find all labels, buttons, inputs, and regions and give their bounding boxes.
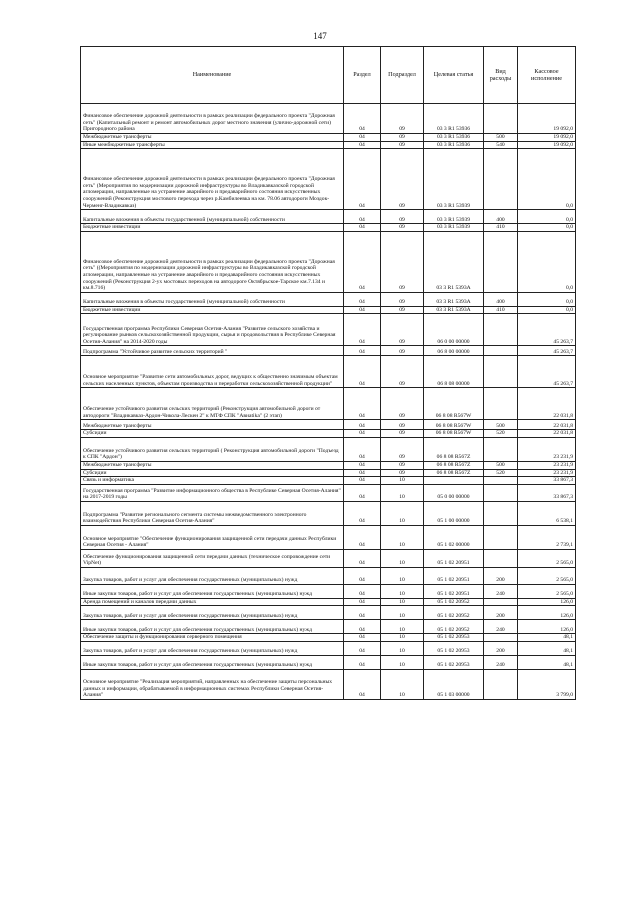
- row-subsection: 09: [381, 231, 424, 292]
- row-expense-type: [484, 484, 518, 501]
- row-section: 04: [344, 437, 381, 461]
- row-expense-type: [484, 437, 518, 461]
- row-subsection: 09: [381, 149, 424, 210]
- row-name: Основное мероприятие "Развитие сети автомобильных дорог, ведущих к общественно значимым объектам сельских населенных пунктов, объектам производства и переработки сельскохозяйственной продукции": [81, 356, 344, 388]
- table-row: [81, 641, 576, 655]
- row-name: Связь и информатика: [81, 477, 344, 485]
- row-amount: 2 739,1: [518, 525, 576, 549]
- page-number: 147: [313, 31, 327, 41]
- row-subsection: 10: [381, 634, 424, 642]
- row-section: 04: [344, 567, 381, 584]
- row-subsection: 09: [381, 461, 424, 469]
- row-name: Аренда помещений и каналов передачи данных: [81, 598, 344, 606]
- table-row: [81, 356, 576, 388]
- table-row: [81, 501, 576, 525]
- row-amount: 2 565,0: [518, 549, 576, 567]
- row-section: 04: [344, 655, 381, 669]
- row-subsection: 09: [381, 388, 424, 420]
- row-section: 04: [344, 620, 381, 634]
- row-name: Государственная программа Республики Северная Осетия-Алания "Развитие сельского хозяйства и регулирование рынков сельскохозяйственной продукции, сырья и продовольствия в Республике Северная Осетия-Алания" на 2014-2020 годы: [81, 314, 344, 346]
- row-section: 04: [344, 356, 381, 388]
- row-subsection: 10: [381, 549, 424, 567]
- row-expense-type: [484, 356, 518, 388]
- row-amount: 22 031,8: [518, 388, 576, 420]
- row-subsection: 09: [381, 224, 424, 232]
- table-row: [81, 430, 576, 438]
- table-row: [81, 598, 576, 606]
- row-subsection: 10: [381, 655, 424, 669]
- row-section: 04: [344, 292, 381, 306]
- table-row: [81, 461, 576, 469]
- table-row: [81, 469, 576, 477]
- row-name: Государственная программа "Развитие информационного общества в Республике Северная Осетия-Алания" на 2017-2019 годы: [81, 484, 344, 501]
- row-section: 04: [344, 430, 381, 438]
- row-expense-type: [484, 669, 518, 699]
- row-target: 06 8 08 R567Z: [424, 469, 484, 477]
- row-amount: 23 231,9: [518, 437, 576, 461]
- table-row: [81, 669, 576, 699]
- row-expense-type: 500: [484, 461, 518, 469]
- row-name: Субсидии: [81, 469, 344, 477]
- row-amount: 45 263,7: [518, 314, 576, 346]
- row-name: Основное мероприятие "Обеспечение функционирования защищенной сети передачи данных Республики Северная Осетия - Алания": [81, 525, 344, 549]
- row-subsection: 09: [381, 141, 424, 149]
- row-amount: 23 231,9: [518, 469, 576, 477]
- row-amount: 3 799,0: [518, 669, 576, 699]
- row-amount: 0,0: [518, 231, 576, 292]
- row-subsection: 10: [381, 669, 424, 699]
- table-row: [81, 606, 576, 620]
- row-name: Бюджетные инвестиции: [81, 224, 344, 232]
- row-expense-type: [484, 388, 518, 420]
- row-expense-type: [484, 104, 518, 134]
- row-name: Закупка товаров, работ и услуг для обеспечения государственных (муниципальных) нужд: [81, 567, 344, 584]
- row-section: 04: [344, 346, 381, 356]
- row-section: 04: [344, 549, 381, 567]
- row-target: 06 8 08 R567Z: [424, 461, 484, 469]
- row-amount: 19 092,0: [518, 134, 576, 142]
- row-section: 04: [344, 388, 381, 420]
- row-subsection: 10: [381, 641, 424, 655]
- row-target: 06 8 08 R567Z: [424, 437, 484, 461]
- row-name: Иные закупки товаров, работ и услуг для обеспечения государственных (муниципальных) нужд: [81, 584, 344, 598]
- row-target: 05 1 02 20952: [424, 598, 484, 606]
- row-target: [424, 477, 484, 485]
- table-row: [81, 620, 576, 634]
- row-section: 04: [344, 149, 381, 210]
- table-row: [81, 484, 576, 501]
- row-expense-type: 540: [484, 141, 518, 149]
- row-section: 04: [344, 634, 381, 642]
- row-expense-type: 240: [484, 655, 518, 669]
- row-name: Иные межбюджетные трансферты: [81, 141, 344, 149]
- row-subsection: 10: [381, 477, 424, 485]
- row-expense-type: 200: [484, 567, 518, 584]
- row-section: 04: [344, 484, 381, 501]
- row-expense-type: 200: [484, 606, 518, 620]
- row-name: Финансовое обеспечение дорожной деятельности в рамках реализации федерального проекта "Дорожная сеть" (Капитальный ремонт и ремонт автомобильных дорог местного значения (улично-дорожной сети) Пригородного района: [81, 104, 344, 134]
- row-expense-type: 400: [484, 292, 518, 306]
- table-row: [81, 149, 576, 210]
- row-section: 04: [344, 210, 381, 224]
- table-row: [81, 292, 576, 306]
- row-target: 05 1 02 20951: [424, 567, 484, 584]
- row-name: Капитальные вложения в объекты государственной (муниципальной) собственности: [81, 210, 344, 224]
- row-expense-type: [484, 477, 518, 485]
- row-amount: 23 231,9: [518, 461, 576, 469]
- row-target: 06 8 08 R567W: [424, 420, 484, 430]
- row-name: Капитальные вложения в объекты государственной (муниципальной) собственности: [81, 292, 344, 306]
- row-section: 04: [344, 598, 381, 606]
- table-row: [81, 314, 576, 346]
- row-amount: 22 031,8: [518, 430, 576, 438]
- row-amount: 19 092,0: [518, 104, 576, 134]
- row-expense-type: [484, 231, 518, 292]
- table-row: [81, 655, 576, 669]
- row-section: 04: [344, 420, 381, 430]
- row-subsection: 09: [381, 437, 424, 461]
- table-row: [81, 437, 576, 461]
- row-section: 04: [344, 669, 381, 699]
- row-target: 03 3 R1 5393A: [424, 231, 484, 292]
- row-expense-type: [484, 314, 518, 346]
- row-expense-type: 200: [484, 641, 518, 655]
- row-target: 03 3 R1 5393A: [424, 292, 484, 306]
- row-name: Подпрограмма "Развитие регионального сегмента системы межведомственного электронного взаимодействия Республики Северная Осетия-Алания": [81, 501, 344, 525]
- row-name: Закупка товаров, работ и услуг для обеспечения государственных (муниципальных) нужд: [81, 606, 344, 620]
- table-header-row: [81, 47, 576, 104]
- row-section: 04: [344, 469, 381, 477]
- row-target: 03 3 R1 53936: [424, 104, 484, 134]
- row-expense-type: [484, 634, 518, 642]
- row-name: Подпрограмма "Устойчивое развитие сельских территорий ": [81, 346, 344, 356]
- row-name: Иные закупки товаров, работ и услуг для обеспечения государственных (муниципальных) нужд: [81, 655, 344, 669]
- row-subsection: 10: [381, 584, 424, 598]
- row-subsection: 10: [381, 501, 424, 525]
- row-subsection: 10: [381, 620, 424, 634]
- table-row: [81, 477, 576, 485]
- row-subsection: 09: [381, 104, 424, 134]
- row-subsection: 10: [381, 567, 424, 584]
- row-expense-type: [484, 501, 518, 525]
- row-amount: 2 565,0: [518, 567, 576, 584]
- row-section: 04: [344, 104, 381, 134]
- table-row: [81, 584, 576, 598]
- row-amount: 126,0: [518, 598, 576, 606]
- table-row: [81, 525, 576, 549]
- row-name: Основное мероприятие "Реализация мероприятий, направленных на обеспечение защиты персональных данных и информации, обрабатываемой в информационных системах Республики Северная Осетия-Алания": [81, 669, 344, 699]
- row-target: 05 1 02 20953: [424, 655, 484, 669]
- row-expense-type: 520: [484, 430, 518, 438]
- row-name: Финансовое обеспечение дорожной деятельности в рамках реализации федерального проекта "Дорожная сеть" ((Мероприятия по модернизации дорожной инфраструктуры во Владикавказской городской агломерации, направленные на устранение аварийного и предаварийного состояния искусственных сооружений (Реконструкция 2-ух мостовых переходов на автодороге Октябрьское-Тарское км.7.134 и км.8.716): [81, 231, 344, 292]
- row-expense-type: 240: [484, 620, 518, 634]
- row-expense-type: 410: [484, 306, 518, 314]
- row-amount: 0,0: [518, 210, 576, 224]
- table-row: [81, 634, 576, 642]
- row-subsection: 09: [381, 210, 424, 224]
- row-amount: 0,0: [518, 224, 576, 232]
- row-section: 04: [344, 477, 381, 485]
- table-row: [81, 104, 576, 134]
- row-amount: 19 092,0: [518, 141, 576, 149]
- row-amount: 33 867,3: [518, 477, 576, 485]
- row-section: 04: [344, 606, 381, 620]
- row-target: 06 8 08 00000: [424, 356, 484, 388]
- row-target: 05 1 02 20953: [424, 634, 484, 642]
- row-amount: 2 565,0: [518, 584, 576, 598]
- table-row: [81, 306, 576, 314]
- row-section: 04: [344, 231, 381, 292]
- row-target: 03 3 R1 53939: [424, 224, 484, 232]
- row-amount: 48,1: [518, 634, 576, 642]
- row-name: Обеспечение функционирования защищенной сети передачи данных (техническое сопровождение сети VipNet): [81, 549, 344, 567]
- row-expense-type: [484, 525, 518, 549]
- row-target: 05 1 00 00000: [424, 501, 484, 525]
- row-target: 05 1 02 20952: [424, 620, 484, 634]
- row-target: 03 3 R1 53936: [424, 141, 484, 149]
- table-row: [81, 210, 576, 224]
- row-amount: 45 263,7: [518, 356, 576, 388]
- row-subsection: 10: [381, 598, 424, 606]
- row-subsection: 09: [381, 134, 424, 142]
- header-section: Раздел: [344, 47, 381, 104]
- row-section: 04: [344, 641, 381, 655]
- header-subsection: Подраздел: [381, 47, 424, 104]
- row-subsection: 09: [381, 314, 424, 346]
- row-expense-type: 400: [484, 210, 518, 224]
- row-name: Бюджетные инвестиции: [81, 306, 344, 314]
- row-expense-type: [484, 549, 518, 567]
- row-amount: 126,0: [518, 606, 576, 620]
- row-target: 05 1 02 20953: [424, 641, 484, 655]
- row-subsection: 10: [381, 606, 424, 620]
- row-target: 03 3 R1 53939: [424, 149, 484, 210]
- table-row: [81, 388, 576, 420]
- row-subsection: 09: [381, 469, 424, 477]
- row-section: 04: [344, 134, 381, 142]
- table-row: [81, 346, 576, 356]
- row-name: Обеспечение устойчивого развития сельских территорий ( Реконструкция автомобильной дороги "Подъезд к СПК "Ардон"): [81, 437, 344, 461]
- row-subsection: 09: [381, 292, 424, 306]
- row-target: 05 1 02 20951: [424, 549, 484, 567]
- row-expense-type: [484, 149, 518, 210]
- row-subsection: 09: [381, 346, 424, 356]
- row-section: 04: [344, 306, 381, 314]
- table-row: [81, 549, 576, 567]
- row-amount: 33 867,3: [518, 484, 576, 501]
- row-subsection: 10: [381, 525, 424, 549]
- row-subsection: 09: [381, 420, 424, 430]
- row-amount: 0,0: [518, 306, 576, 314]
- budget-table: [80, 46, 576, 700]
- row-name: Обеспечение защиты и функционирования серверного помещения: [81, 634, 344, 642]
- table-row: [81, 231, 576, 292]
- row-target: 05 1 02 00000: [424, 525, 484, 549]
- row-target: 03 3 R1 5393A: [424, 306, 484, 314]
- row-subsection: 09: [381, 430, 424, 438]
- table-row: [81, 224, 576, 232]
- row-expense-type: [484, 598, 518, 606]
- row-target: 05 1 02 20952: [424, 606, 484, 620]
- row-name: Субсидии: [81, 430, 344, 438]
- row-section: 04: [344, 525, 381, 549]
- row-section: 04: [344, 501, 381, 525]
- header-name: Наименование: [81, 47, 344, 104]
- header-target: Целевая статья: [424, 47, 484, 104]
- row-target: 06 8 00 00000: [424, 346, 484, 356]
- row-name: Межбюджетные трансферты: [81, 420, 344, 430]
- row-target: 06 0 00 00000: [424, 314, 484, 346]
- row-target: 03 3 R1 53936: [424, 134, 484, 142]
- row-target: 05 1 02 20951: [424, 584, 484, 598]
- header-expense-type: Вид расходы: [484, 47, 518, 104]
- row-name: Иные закупки товаров, работ и услуг для обеспечения государственных (муниципальных) нужд: [81, 620, 344, 634]
- row-amount: 45 263,7: [518, 346, 576, 356]
- row-section: 04: [344, 584, 381, 598]
- row-amount: 6 538,1: [518, 501, 576, 525]
- row-target: 05 0 00 00000: [424, 484, 484, 501]
- row-amount: 48,1: [518, 655, 576, 669]
- row-section: 04: [344, 141, 381, 149]
- row-section: 04: [344, 224, 381, 232]
- table-row: [81, 134, 576, 142]
- row-amount: 48,1: [518, 641, 576, 655]
- row-name: Обеспечение устойчивого развития сельских территорий (Реконструкция автомобильной дороги от автодороги "Владикавказ-Ардон-Чиколa-Лескен 2" к МТФ СПК "Авиаtika" (2 этап): [81, 388, 344, 420]
- row-expense-type: 410: [484, 224, 518, 232]
- table-row: [81, 567, 576, 584]
- row-amount: 0,0: [518, 149, 576, 210]
- row-subsection: 10: [381, 484, 424, 501]
- row-expense-type: 240: [484, 584, 518, 598]
- row-amount: 0,0: [518, 292, 576, 306]
- row-amount: 126,0: [518, 620, 576, 634]
- row-subsection: 09: [381, 306, 424, 314]
- row-target: 05 1 03 00000: [424, 669, 484, 699]
- row-expense-type: 500: [484, 420, 518, 430]
- table-row: [81, 420, 576, 430]
- table-row: [81, 141, 576, 149]
- row-name: Финансовое обеспечение дорожной деятельности в рамках реализации федерального проекта "Дорожная сеть" (Мероприятия по модернизации дорожной инфраструктуры во Владикавказской городской агломерации, направленные на устранение аварийного и предаварийного состояния искусственных сооружений (Реконструкция мостового перехода через р.Камбилеевка на км. 78.06 автодороги Моздок-Черменr-Владикавказ): [81, 149, 344, 210]
- row-target: 03 3 R1 53939: [424, 210, 484, 224]
- row-name: Межбюджетные трансферты: [81, 134, 344, 142]
- row-section: 04: [344, 314, 381, 346]
- row-expense-type: 500: [484, 134, 518, 142]
- row-name: Закупка товаров, работ и услуг для обеспечения государственных (муниципальных) нужд: [81, 641, 344, 655]
- row-expense-type: [484, 346, 518, 356]
- row-section: 04: [344, 461, 381, 469]
- row-expense-type: 520: [484, 469, 518, 477]
- row-target: 06 8 08 R567W: [424, 430, 484, 438]
- row-subsection: 09: [381, 356, 424, 388]
- row-name: Межбюджетные трансферты: [81, 461, 344, 469]
- row-target: 06 8 08 R567W: [424, 388, 484, 420]
- row-amount: 22 031,8: [518, 420, 576, 430]
- header-amount: Кассовое исполнение: [518, 47, 576, 104]
